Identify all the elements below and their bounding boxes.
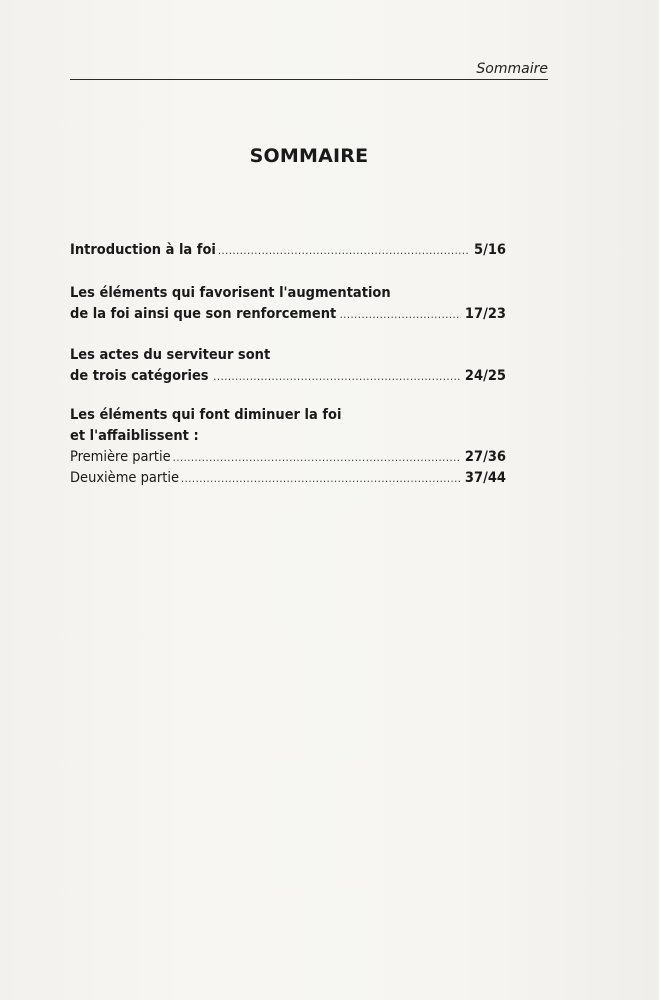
toc-page-range: 5/16: [474, 242, 506, 258]
page-title: SOMMAIRE: [249, 145, 369, 167]
toc-subentry-title: Deuxième partie: [70, 470, 179, 486]
toc-entry-title-line1: Les éléments qui favorisent l'augmentation: [70, 285, 391, 301]
toc-entry-title: Introduction à la foi: [70, 242, 216, 258]
header-rule: [70, 79, 548, 80]
toc-entry-title-line2: de la foi ainsi que son renforcement: [70, 306, 337, 322]
toc-line: [70, 405, 506, 426]
toc-entry-actes: [70, 345, 506, 387]
toc-entry-introduction: [70, 240, 506, 261]
toc-entry-title-line2: de trois catégories: [70, 368, 209, 384]
toc-entry-title-line1: Les actes du serviteur sont: [70, 347, 271, 363]
table-of-contents: [70, 240, 506, 489]
toc-subentry-title: Première partie: [70, 449, 171, 465]
toc-entry-title-line1: Les éléments qui font diminuer la foi: [70, 407, 342, 423]
toc-line: [70, 283, 506, 304]
toc-entry-augmentation: [70, 283, 506, 325]
toc-line: [70, 426, 506, 447]
toc-entry-title-line2: et l'affaiblissent :: [70, 428, 199, 444]
toc-line: [70, 304, 506, 325]
dot-leader: [181, 468, 461, 489]
toc-subentry: [70, 447, 506, 468]
toc-line: [70, 240, 506, 261]
toc-subentry: [70, 468, 506, 489]
toc-page-range: 17/23: [464, 306, 506, 322]
toc-page-range: 27/36: [464, 449, 506, 465]
dot-leader: [173, 447, 461, 468]
toc-entry-diminuer: [70, 405, 506, 489]
toc-page-range: 37/44: [464, 470, 506, 486]
dot-leader: [340, 304, 461, 325]
dot-leader: [218, 240, 470, 261]
toc-line: [70, 366, 506, 387]
running-header: Sommaire: [476, 61, 548, 77]
toc-line: [70, 345, 506, 366]
dot-leader: [213, 366, 461, 387]
toc-page-range: 24/25: [464, 368, 506, 384]
